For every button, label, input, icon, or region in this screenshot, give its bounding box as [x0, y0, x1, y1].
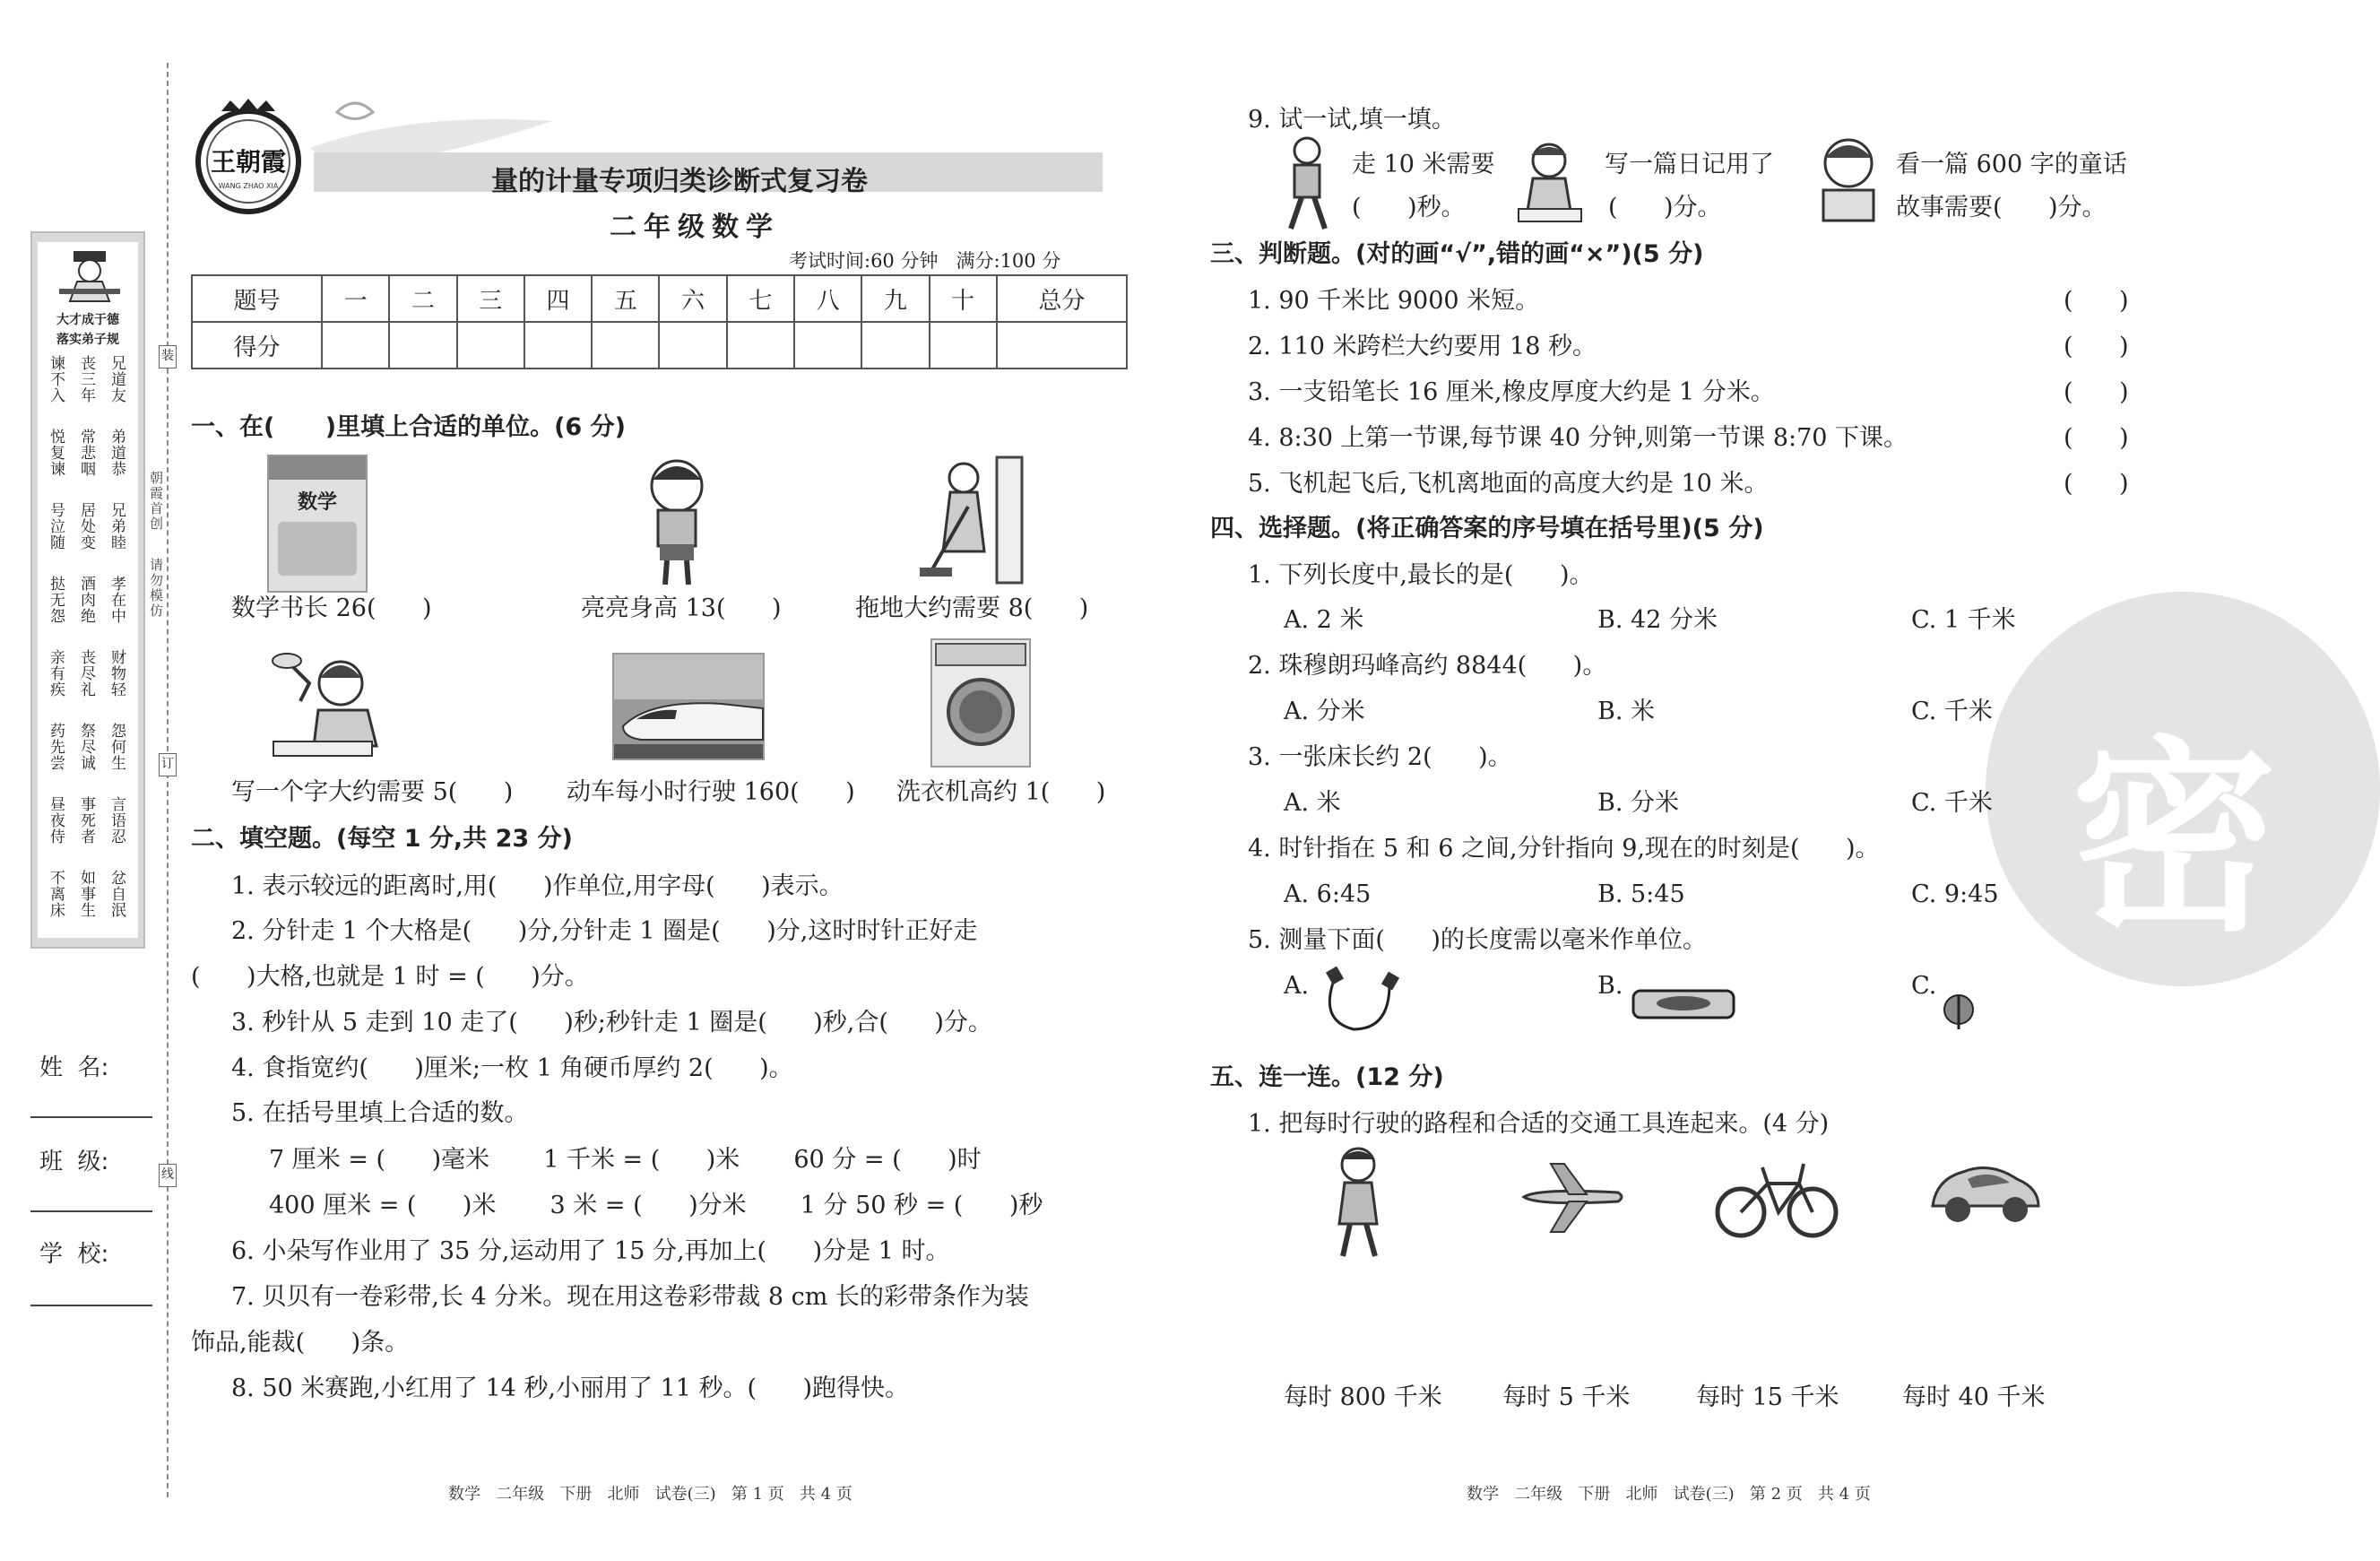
verse-column: 兄道友: [108, 355, 125, 403]
washing-machine-image: [930, 638, 1031, 767]
logo-subtext: WANG ZHAO XIA: [218, 182, 279, 190]
verse-column: 不离床: [47, 870, 65, 918]
s4-q3: 3. 一张床长约 2( )。: [1248, 743, 1512, 771]
s3-item-4: 4. 8:30 上第一节课,每节课 40 分钟,则第一节课 8:70 下课。: [1248, 424, 1908, 452]
binding-box-3: 线: [159, 1164, 177, 1187]
verse-column: 昼夜侍: [47, 796, 65, 845]
s2-line-11: 饰品,能裁( )条。: [191, 1329, 410, 1357]
verse-column: 药先尝: [47, 723, 65, 771]
score-header-cell: 九: [861, 275, 929, 322]
verse-column: 如事生: [77, 870, 95, 918]
section-1-title: 一、在( )里填上合适的单位。(6 分): [191, 413, 626, 441]
s4-q3-a[interactable]: A. 米: [1284, 789, 1341, 817]
boy-standing-image: [627, 455, 726, 589]
score-header-cell: 六: [659, 275, 726, 322]
score-header-cell: 五: [592, 275, 659, 322]
score-cell[interactable]: [930, 322, 997, 369]
verse-column: 孝在中: [108, 576, 125, 624]
q9-a-text-2: ( )秒。: [1352, 194, 1466, 221]
class-label: 班 级:: [39, 1149, 109, 1175]
s4-q3-b[interactable]: B. 分米: [1597, 789, 1680, 817]
s1-caption-6: 洗衣机高约 1( ): [896, 778, 1106, 806]
s2-line-9: 6. 小朵写作业用了 35 分,运动用了 15 分,再加上( )分是 1 时。: [231, 1237, 950, 1265]
s3-answer-3[interactable]: ( ): [2064, 378, 2129, 406]
book-cover-title: 数学: [297, 491, 337, 514]
s1-caption-1: 数学书长 26( ): [231, 594, 432, 622]
diary-girl-image: [1513, 139, 1585, 229]
s4-q4: 4. 时针指在 5 和 6 之间,分针指向 9,现在的时刻是( )。: [1248, 835, 1880, 863]
s4-q5: 5. 测量下面( )的长度需以毫米作单位。: [1248, 926, 1707, 954]
score-header-cell: 三: [457, 275, 524, 322]
section-3-title: 三、判断题。(对的画“√”,错的画“×”)(5 分): [1210, 240, 1704, 268]
scholar-icon: [57, 249, 122, 303]
score-cell[interactable]: [997, 322, 1127, 369]
verse-column: 祭尽诚: [77, 723, 95, 771]
exam-title: 量的计量专项归类诊断式复习卷: [491, 166, 868, 197]
s1-caption-4: 写一个字大约需要 5( ): [231, 778, 514, 806]
verse-column: 居处变: [77, 502, 95, 551]
s4-q5-c[interactable]: C.: [1911, 972, 1937, 1000]
bicycle-icon: [1714, 1148, 1839, 1246]
s5-q1: 1. 把每时行驶的路程和合适的交通工具连起来。(4 分): [1248, 1110, 1830, 1138]
name-label: 姓 名:: [39, 1054, 109, 1081]
speed-label-1: 每时 800 千米: [1284, 1383, 1442, 1411]
s4-q4-b[interactable]: B. 5:45: [1597, 880, 1685, 908]
s4-q4-a[interactable]: A. 6:45: [1284, 880, 1372, 908]
s4-q4-c[interactable]: C. 9:45: [1911, 880, 1999, 908]
s2-line-2: 2. 分针走 1 个大格是( )分,分针走 1 圈是( )分,这时时针正好走: [231, 917, 978, 945]
s4-q1: 1. 下列长度中,最长的是( )。: [1248, 561, 1594, 589]
walking-girl-image: [1318, 1143, 1398, 1260]
verse-column: 怨何生: [108, 723, 125, 771]
score-header-cell: 七: [727, 275, 794, 322]
score-header-cell: 题号: [192, 275, 322, 322]
school-label: 学 校:: [39, 1241, 109, 1268]
reading-boy-image: [1811, 134, 1887, 229]
exam-subtitle: 二年级数学: [610, 212, 780, 243]
exam-info: 考试时间:60 分钟 满分:100 分: [789, 250, 1061, 272]
score-header-cell: 四: [524, 275, 592, 322]
side-note-2: 请勿模仿: [148, 558, 164, 619]
s4-q3-c[interactable]: C. 千米: [1911, 789, 1993, 817]
verse-column: 言语忍: [108, 796, 125, 845]
name-line[interactable]: [30, 1116, 152, 1118]
score-header-cell: 总分: [997, 275, 1127, 322]
q9-b-text-1: 写一篇日记用了: [1605, 151, 1774, 178]
binding-dashed-line: [167, 63, 169, 1497]
school-line[interactable]: [30, 1305, 152, 1306]
score-cell[interactable]: [524, 322, 592, 369]
mopping-person-image: [914, 453, 1031, 587]
speed-label-2: 每时 5 千米: [1502, 1383, 1631, 1411]
s2-line-4: 3. 秒针从 5 走到 10 走了( )秒;秒针走 1 圈是( )秒,合( )分。: [231, 1009, 992, 1036]
score-header-row: [192, 275, 1127, 322]
verse-column: 号泣随: [47, 502, 65, 551]
score-header-cell: 二: [389, 275, 456, 322]
s4-q2-a[interactable]: A. 分米: [1284, 698, 1365, 725]
footer-page-1: 数学 二年级 下册 北师 试卷(三) 第 1 页 共 4 页: [448, 1485, 852, 1504]
score-table: [191, 274, 1128, 369]
s4-q1-b[interactable]: B. 42 分米: [1597, 606, 1718, 634]
s1-caption-2: 亮亮身高 13( ): [581, 594, 782, 622]
section-4-title: 四、选择题。(将正确答案的序号填在括号里)(5 分): [1210, 515, 1764, 542]
q9-b-text-2: ( )分。: [1608, 194, 1722, 221]
score-cell[interactable]: [861, 322, 929, 369]
q9-a-text-1: 走 10 米需要: [1352, 151, 1495, 178]
logo: [190, 99, 307, 215]
verse-column: 常悲咽: [77, 429, 95, 477]
math-book-image: [267, 455, 368, 593]
s1-caption-5: 动车每小时行驶 160( ): [567, 778, 855, 806]
s2-line-8: 400 厘米 = ( )米 3 米 = ( )分米 1 分 50 秒 = ( )秒: [269, 1192, 1043, 1219]
s3-answer-5[interactable]: ( ): [2064, 470, 2129, 498]
q9-c-text-2: 故事需要( )分。: [1896, 194, 2107, 221]
verse-column: 财物轻: [108, 649, 125, 698]
s4-q1-c[interactable]: C. 1 千米: [1911, 606, 2016, 634]
verse-column: 丧三年: [77, 355, 95, 403]
walking-boy-image: [1275, 134, 1337, 233]
verse-column: 弟道恭: [108, 429, 125, 477]
binding-strip: [30, 231, 145, 949]
bullet-train-image: [612, 653, 765, 760]
strip-slogan-2: 落实弟子规: [56, 333, 119, 347]
score-header-cell: 八: [794, 275, 861, 322]
verse-column: 兄弟睦: [108, 502, 125, 551]
s4-q2-c[interactable]: C. 千米: [1911, 698, 1993, 725]
s4-q5-a[interactable]: A.: [1284, 972, 1310, 1000]
verse-column: 丧尽礼: [77, 649, 95, 698]
score-cell[interactable]: [389, 322, 456, 369]
section-5-title: 五、连一连。(12 分): [1210, 1063, 1444, 1091]
q9-title: 9. 试一试,填一填。: [1248, 106, 1456, 134]
score-cell[interactable]: 得分: [192, 322, 322, 369]
q9-c-text-1: 看一篇 600 字的童话: [1896, 151, 2127, 178]
verse-column: 事死者: [77, 796, 95, 845]
side-note-1: 朝霞首创: [148, 471, 164, 532]
score-cell[interactable]: [659, 322, 726, 369]
score-cell[interactable]: [727, 322, 794, 369]
verse-column: 悦复谏: [47, 429, 65, 477]
airplane-icon: [1519, 1157, 1627, 1237]
s2-line-12: 8. 50 米赛跑,小红用了 14 秒,小丽用了 11 秒。( )跑得快。: [231, 1375, 910, 1402]
s2-line-10: 7. 贝贝有一卷彩带,长 4 分米。现在用这卷彩带裁 8 cm 长的彩带条作为装: [231, 1283, 1029, 1311]
footer-page-2: 数学 二年级 下册 北师 试卷(三) 第 2 页 共 4 页: [1467, 1485, 1871, 1504]
s4-q2-b[interactable]: B. 米: [1597, 698, 1656, 725]
thumbtack-icon: [1941, 986, 1977, 1031]
score-cell[interactable]: [794, 322, 861, 369]
s4-q5-b[interactable]: B.: [1597, 972, 1623, 1000]
binding-box-1: 装: [159, 345, 177, 369]
score-cell[interactable]: [457, 322, 524, 369]
s3-item-5: 5. 飞机起飞后,飞机离地面的高度大约是 10 米。: [1248, 470, 1769, 498]
s3-item-2: 2. 110 米跨栏大约要用 18 秒。: [1248, 333, 1597, 360]
eraser-pencil-case-icon: [1630, 982, 1737, 1027]
s2-line-7: 7 厘米 = ( )毫米 1 千米 = ( )米 60 分 = ( )时: [269, 1146, 982, 1174]
s3-answer-2[interactable]: ( ): [2064, 333, 2129, 360]
s3-item-1: 1. 90 千米比 9000 米短。: [1248, 287, 1540, 315]
s3-answer-1[interactable]: ( ): [2064, 287, 2129, 315]
binding-box-2: 订: [159, 753, 177, 776]
s4-q1-a[interactable]: A. 2 米: [1284, 606, 1364, 634]
s3-answer-4[interactable]: ( ): [2064, 424, 2129, 452]
speed-label-4: 每时 40 千米: [1902, 1383, 2046, 1411]
seal-text: 密: [2071, 720, 2278, 959]
s4-q2: 2. 珠穆朗玛峰高约 8844( )。: [1248, 652, 1607, 680]
score-cell[interactable]: [592, 322, 659, 369]
score-value-row: [192, 322, 1127, 369]
verse-column: 忿自泯: [108, 870, 125, 918]
verse-column: 挞无怨: [47, 576, 65, 624]
speed-label-3: 每时 15 千米: [1696, 1383, 1839, 1411]
section-2-title: 二、填空题。(每空 1 分,共 23 分): [191, 825, 573, 853]
s2-line-5: 4. 食指宽约( )厘米;一枚 1 角硬币厚约 2( )。: [231, 1054, 793, 1082]
verse-column: 谏不入: [47, 355, 65, 403]
strip-slogan-1: 大才成于德: [56, 313, 119, 327]
s2-line-6: 5. 在括号里填上合适的数。: [231, 1099, 529, 1127]
score-header-cell: 十: [930, 275, 997, 322]
car-icon: [1927, 1152, 2044, 1233]
verse-column: 酒肉绝: [77, 576, 95, 624]
s2-line-1: 1. 表示较远的距离时,用( )作单位,用字母( )表示。: [231, 872, 844, 900]
s2-line-3: ( )大格,也就是 1 时 = ( )分。: [191, 963, 589, 991]
class-line[interactable]: [30, 1210, 152, 1212]
confidential-seal: [1986, 592, 2380, 986]
logo-text: 王朝霞: [210, 147, 287, 177]
jump-rope-icon: [1318, 967, 1407, 1038]
score-cell[interactable]: [322, 322, 389, 369]
s1-caption-3: 拖地大约需要 8( ): [855, 594, 1089, 622]
s3-item-3: 3. 一支铅笔长 16 厘米,橡皮厚度大约是 1 分米。: [1248, 378, 1775, 406]
score-header-cell: 一: [322, 275, 389, 322]
verse-column: 亲有疾: [47, 649, 65, 698]
writing-boy-image: [264, 647, 399, 764]
